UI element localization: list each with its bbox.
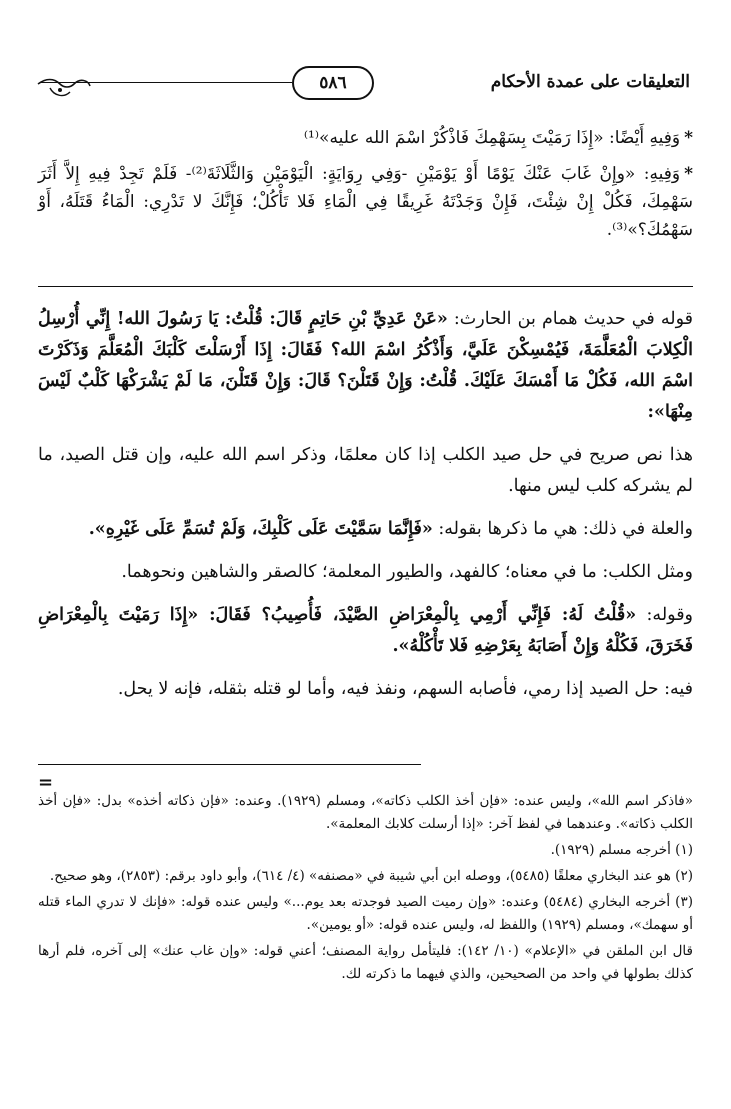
- bullet-section: [38, 124, 693, 252]
- page-header: [40, 66, 690, 116]
- reason-quote: «فَإِنَّمَا سَمَّيْتَ عَلَى كَلْبِكَ، وَلَمْ تُسَمِّ عَلَى غَيْرِهِ».: [88, 519, 433, 539]
- footnote-divider: [38, 764, 421, 765]
- bullet-star: *: [684, 164, 694, 184]
- footnote-item: (١) أخرجه مسلم (١٩٢٩).: [550, 842, 693, 858]
- quote-intro: وقوله:: [636, 605, 694, 625]
- commentary-body: [38, 304, 693, 717]
- hadith-intro: قوله في حديث همام بن الحارث:: [447, 309, 693, 329]
- running-title: التعليقات على عمدة الأحكام: [490, 72, 690, 92]
- section-divider: [38, 286, 693, 287]
- hadith-paragraph: [38, 304, 693, 428]
- footnotes: [38, 790, 693, 989]
- footnote-item: (٣) أخرجه البخاري (٥٤٨٤) وعنده: «وإن رميت الصيد فوجدته بعد يوم...» وليس عنده قوله: «فإنك لا تدري الماء قتله أو سهمك»، ومسلم (١٩٢٩) واللفظ له، وليس عنده قوله: «أو يومين».: [38, 894, 694, 933]
- reason-intro: والعلة في ذلك: هي ما ذكرها بقوله:: [432, 519, 693, 539]
- miraad-quote: «قُلْتُ لَهُ: فَإِنِّي أَرْمِي بِالْمِعْرَاضِ الصَّيْدَ، فَأُصِيبُ؟ فَقَالَ: «إِذَا رَمَيْتَ بِالْمِعْرَاضِ فَخَرَقَ، فَكُلْهُ وَإِنْ أَصَابَهُ بِعَرْضِهِ فَلا تَأْكُلْهُ».: [38, 605, 693, 656]
- ornament-icon: [36, 76, 92, 102]
- footnote-item: قال ابن الملقن في «الإعلام» (١٠/ ١٤٢): فليتأمل رواية المصنف؛ أعني قوله: «وإن غاب عنك» إلى آخره، فلم أرها كذلك بطولها في واحد من الصحيحين، والذي فيهما ما ذكرته لك.: [38, 943, 694, 982]
- commentary-paragraph: ومثل الكلب: ما في معناه؛ كالفهد، والطيور المعلمة؛ كالصقر والشاهين ونحوهما.: [121, 562, 693, 582]
- bullet-item: [38, 124, 693, 152]
- bullet-text: وَفِيهِ: «وإِنْ غَابَ عَنْكَ يَوْمًا أَوْ يَوْمَيْنِ -وَفِي رِوَايَةٍ: الْيَوْمَيْنِ وَالثَّلَاثَةَ⁽²⁾- فَلَمْ تَجِدْ فِيهِ إِلاَّ أَثَرَ سَهْمِكَ، فَكُلْ إِنْ شِئْتَ، فَإِنْ وَجَدْتَهُ غَرِيقًا فِي الْمَاءِ فَلا تَأْكُلْ؛ فَإِنَّكَ لا تَدْرِي: الْمَاءُ قَتَلَهُ، أَوْ سَهْمُكَ؟»⁽³⁾.: [38, 164, 693, 240]
- footnote-item: «فاذكر اسم الله»، وليس عنده: «فإن أخذ الكلب ذكاته»، ومسلم (١٩٢٩). وعنده: «فإن ذكاته أخذه» بدل: «فإن أخذ الكلب ذكاته». وعندهما في لفظ آخر: «إذا أرسلت كلابك المعلمة».: [38, 793, 693, 832]
- bullet-star: *: [684, 128, 693, 148]
- commentary-paragraph: [38, 514, 693, 545]
- commentary-paragraph: [38, 600, 693, 662]
- commentary-paragraph: فيه: حل الصيد إذا رمي، فأصابه السهم، ونفذ فيه، وأما لو قتله بثقله، فإنه لا يحل.: [117, 679, 693, 699]
- bullet-item: [38, 160, 693, 244]
- bullet-text: وَفِيهِ أَيْضًا: «إِذَا رَمَيْتَ بِسَهْمِكَ فَاذْكُرْ اسْمَ الله عليه»⁽¹⁾: [303, 128, 681, 148]
- page-number-badge: ٥٨٦: [292, 66, 374, 100]
- footnote-item: (٢) هو عند البخاري معلقًا (٥٤٨٥)، ووصله ابن أبي شيبة في «مصنفه» (٤/ ٦١٤)، وأبو داود برقم: (٢٨٥٣)، وهو صحيح.: [49, 868, 693, 884]
- commentary-paragraph: هذا نص صريح في حل صيد الكلب إذا كان معلمًا، وذكر اسم الله عليه، وإن قتل الصيد، ما لم يشركه كلب ليس منها.: [38, 445, 693, 496]
- hadith-text: «عَنْ عَدِيِّ بْنِ حَاتِمٍ قَالَ: قُلْتُ: يَا رَسُولَ الله! إِنِّي أُرْسِلُ الْكِلابَ الْمُعَلَّمَةَ، فَيُمْسِكْنَ عَلَيَّ، وَأَذْكُرُ اسْمَ الله؟ فَقَالَ: إِذَا أَرْسَلْتَ كَلْبَكَ الْمُعَلَّمَ وَذَكَرْتَ اسْمَ الله، فَكُلْ مَا أَمْسَكَ عَلَيْكَ. قُلْتُ: وَإِنْ قَتَلْنَ؟ قَالَ: وَإِنْ قَتَلْنَ، مَا لَمْ يَشْرَكْهَا كَلْبٌ لَيْسَ مِنْهَا»:: [38, 309, 693, 422]
- footnote-continuation-mark: =: [38, 772, 54, 793]
